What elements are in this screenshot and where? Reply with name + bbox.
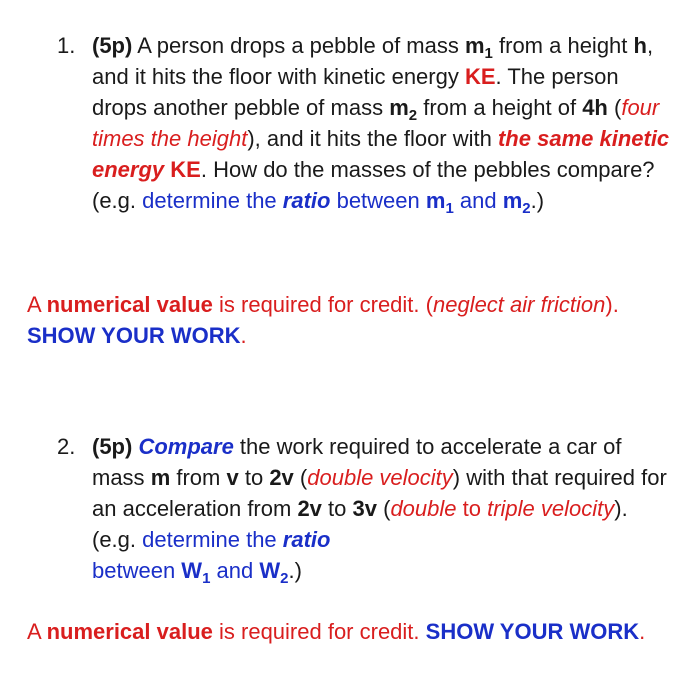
determine-phrase: determine the: [142, 188, 283, 213]
text-segment: from a height: [492, 33, 634, 58]
compare-word: Compare: [138, 434, 234, 459]
to-word: to: [456, 496, 488, 521]
subscript: 1: [445, 200, 454, 217]
subscript: 1: [202, 570, 211, 587]
velocity-3v: 3v: [352, 496, 377, 521]
text-segment: .): [288, 558, 302, 583]
text-segment: (: [293, 465, 308, 490]
subscript: 2: [280, 570, 289, 587]
height-4h: 4h: [582, 95, 608, 120]
text-segment: is required for credit.: [212, 619, 426, 644]
ke-symbol: KE: [170, 157, 201, 182]
text-segment: A person drops a pebble of mass: [132, 33, 465, 58]
text-segment: ), and it hits the floor with: [247, 126, 498, 151]
double-velocity-phrase: double velocity: [307, 465, 453, 490]
credit-note-2: [27, 616, 667, 647]
problem-2-points: (5p): [92, 434, 133, 459]
work-symbol: W: [259, 558, 281, 583]
problem-2-text: [92, 431, 677, 586]
text-segment: .: [240, 323, 247, 348]
text-segment: ) with that required for an acceleration from: [92, 465, 667, 521]
show-work-phrase: SHOW YOUR WORK: [27, 323, 241, 348]
ratio-word: ratio: [282, 527, 331, 552]
double-word: double: [390, 496, 457, 521]
text-segment: is required for credit. (: [212, 292, 433, 317]
ratio-word: ratio: [282, 188, 331, 213]
text-segment: . How do the masses of the pebbles compare? (e.g.: [92, 157, 655, 213]
four-times-phrase: four times the height: [92, 95, 660, 151]
mass-symbol: m: [425, 188, 446, 213]
mass-symbol: m: [502, 188, 523, 213]
numerical-value-phrase: numerical value: [46, 292, 213, 317]
problem-2-number: 2.: [57, 434, 76, 459]
mass-symbol: m: [464, 33, 485, 58]
text-segment: from: [170, 465, 227, 490]
text-segment: .: [639, 619, 646, 644]
text-segment: .): [530, 188, 545, 213]
same-ke-phrase: the same kinetic energy: [92, 126, 670, 182]
text-segment: ).: [605, 292, 619, 317]
problem-1-number: 1.: [57, 33, 76, 58]
and-word: and: [453, 188, 503, 213]
credit-note-1: [27, 289, 667, 351]
text-segment: the work required to accelerate a car of mass: [92, 434, 622, 490]
height-symbol: h: [633, 33, 647, 58]
neglect-friction-phrase: neglect air friction: [432, 292, 606, 317]
subscript: 1: [484, 45, 493, 62]
determine-phrase: determine the: [142, 527, 283, 552]
text-segment: to: [321, 496, 353, 521]
problem-1: [57, 30, 677, 216]
mass-symbol: m: [150, 465, 171, 490]
mass-symbol: m: [389, 95, 409, 120]
text-segment: (: [376, 496, 391, 521]
text-segment: to: [238, 465, 270, 490]
problem-1-text: [92, 30, 677, 216]
text-segment: A: [27, 292, 47, 317]
triple-velocity-phrase: triple velocity: [487, 496, 615, 521]
text-segment: , and it hits the floor with kinetic energy: [92, 33, 654, 89]
velocity-2v: 2v: [269, 465, 294, 490]
text-segment: from a height of: [417, 95, 583, 120]
problem-1-points: (5p): [92, 33, 133, 58]
velocity-symbol: v: [226, 465, 239, 490]
work-symbol: W: [181, 558, 203, 583]
ke-symbol: KE: [464, 64, 496, 89]
subscript: 2: [408, 107, 418, 124]
and-word: and: [210, 558, 260, 583]
show-work-phrase: SHOW YOUR WORK: [425, 619, 640, 644]
numerical-value-phrase: numerical value: [46, 619, 213, 644]
subscript: 2: [522, 200, 531, 217]
problem-2: [57, 431, 677, 586]
velocity-2v: 2v: [297, 496, 322, 521]
between-word: between: [330, 188, 426, 213]
text-segment: (: [607, 95, 622, 120]
between-word: between: [92, 558, 182, 583]
text-segment: A: [27, 619, 47, 644]
text-segment: ). (e.g.: [92, 496, 628, 552]
text-segment: . The person drops another pebble of mass: [92, 64, 619, 120]
